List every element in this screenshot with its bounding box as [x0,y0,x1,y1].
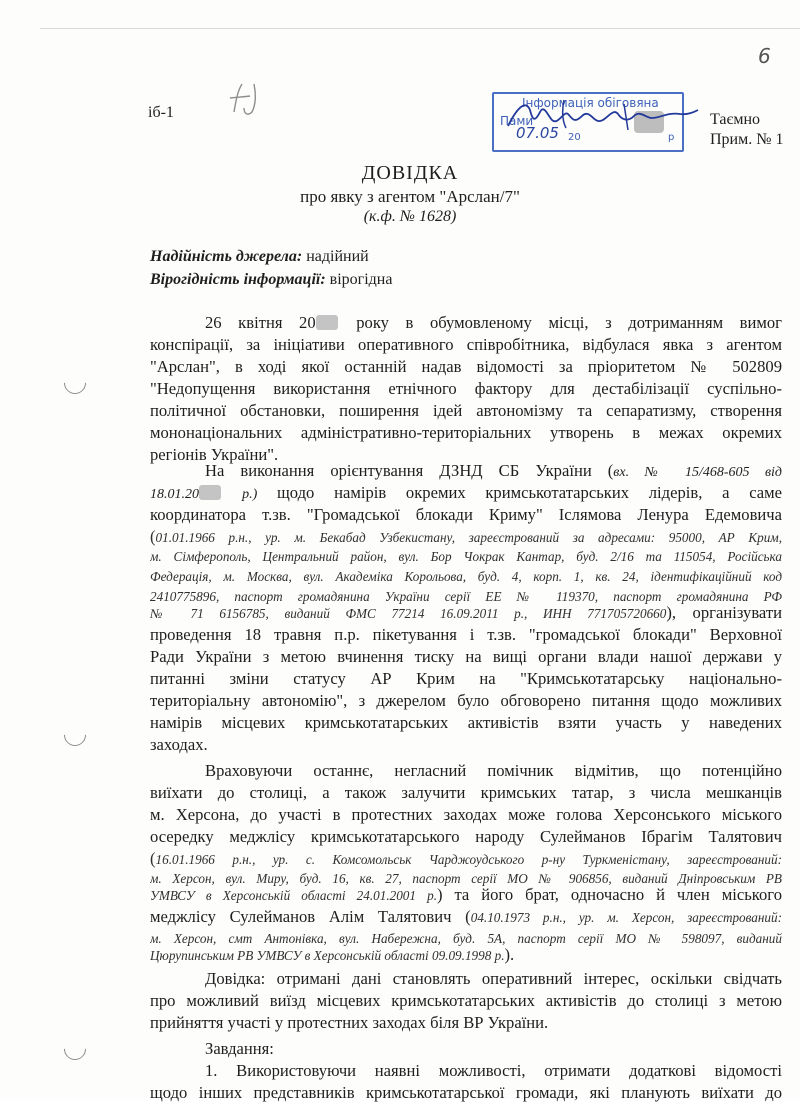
para3-line: УМВСУ в Херсонській області 24.01.2001 р.) та його брат, одночасно й член міського [150,885,782,904]
credibility-value: вірогідна [325,271,393,288]
redaction-mark [199,485,221,500]
para2-line: 18.01.20 р.) щодо намірів окремих кримськотатарських лідерів, а саме [150,483,782,502]
para4-line: про можливий виїзд місцевих кримськотатарських активістів до столиці з метою [150,991,782,1010]
para2-line: Федерація, м. Москва, вул. Академіка Корольова, буд. 4, корп. 1, кв. 24, ідентифікаційний код [150,569,782,584]
para3-line: осередку меджлісу кримськотатарського народу Сулейманов Ібрагім Талятович [150,827,782,846]
document-subtitle: про явку з агентом "Арслан/7" [300,187,520,206]
para3-line: (16.01.1966 р.н., ур. с. Комсомольськ Чарджоудського р-ну Туркменістану, зареєстрований: [150,849,782,868]
page-number-handwritten: 6 [758,44,771,68]
para4-line: Довідка: отримані дані становлять оперативний інтерес, оскільки свідчать [205,969,782,988]
tasks-heading: Завдання: [205,1039,274,1058]
page-top-edge [40,28,800,29]
stamp-line-1: Інформація обіговяна [522,96,659,110]
information-credibility [150,271,392,289]
para1-line: "Арслан", в ході якої останній надав відомості за пріоритетом № 502809 [150,357,782,376]
handwritten-mark-icon [226,78,270,118]
para2-line: На виконання орієнтування ДЗНД СБ України (вх. № 15/468-605 від [205,461,782,480]
document-title: ДОВІДКА [361,162,459,184]
para2-line: координатора т.зв. "Громадської блокади Криму" Іслямова Ленура Едемовича [150,505,782,524]
task1-line: щодо інших представників кримськотатарської громади, які планують виїхати до [150,1083,782,1102]
para2-line: Ради України з метою вчинення тиску на вищі органи влади нашої держави у [150,647,782,666]
stamp-line-3: 20 [568,132,581,143]
para2-line: заходах. [150,735,208,754]
para3-line: Цюрупинським РВ УМВСУ в Херсонській області 09.09.1998 р.). [150,945,515,964]
para1-line: конспірації, за ініціативи оперативного співробітника, відбулася явка з агентом [150,335,782,354]
para1-line: мононаціональних адміністративно-територіальних утворень в межах окремих [150,423,782,442]
task1-line: 1. Використовуючи наявні можливості, отримати додаткові відомості [205,1061,782,1080]
para1-line: 26 квітня 20 року в обумовленому місці, з дотриманням вимог [205,313,782,332]
reliability-value: надійний [302,248,369,265]
para2-line: (01.01.1966 р.н., ур. м. Бекабад Узбекистану, зареєстрований за адресами: 95000, АР Крим, [150,527,782,546]
punch-hole-mark [59,1033,90,1064]
reliability-label: Надійність джерела: [150,248,303,265]
para3-line: меджлісу Сулейманов Алім Талятович (04.10.1973 р.н., ур. м. Херсон, зареєстрований: [150,907,782,926]
para2-line: м. Сімферополь, Центральний район, вул. Бор Чокрак Кантар, буд. 2/16 та 115054, Російська [150,549,782,564]
para2-line: проведення 18 травня п.р. пікетування і т.зв. "громадської блокади" Верховної [150,625,782,644]
source-reliability [150,248,369,266]
para3-line: виїхати до столиці, а також залучити кримських татар, з числа мешканців [150,783,782,802]
para1-line: регіонів України". [150,445,279,464]
stamp-line-2: Пами [500,114,534,128]
classification-level: Таємно [710,111,761,128]
stamp-line-4: р [668,132,675,143]
para2-line: питанні зміни статусу АР Крим на "Кримськотатарську національно- [150,669,782,688]
punch-hole-mark [59,719,90,750]
para1-line: "Недопущення використання етнічного фактору для дестабілізації суспільно- [150,379,782,398]
stamp-date: 07.05 [516,124,559,142]
para3-line: м. Херсон, смт Антонівка, вул. Набережна, буд. 5А, паспорт серії МО № 598097, виданий [150,931,782,946]
para3-line: м. Херсон, вул. Миру, буд. 16, кв. 27, паспорт серії МО № 906856, виданий Дніпровським РВ [150,871,782,886]
para3-line: Враховуючи останнє, негласний помічник відмітив, що потенційно [205,761,782,780]
para2-line: № 71 6156785, виданий ФМС 77214 16.09.2011 р., ИНН 771705720660), організувати [150,603,782,622]
copy-number: Прим. № 1 [710,131,784,148]
classification-block [710,110,784,150]
para2-line: територіальну автономію", з джерелом було обговорено питання щодо можливих [150,691,782,710]
punch-hole-mark [59,367,90,398]
para2-line: намірів місцевих кримськотатарських активістів взяти участь у наведених [150,713,782,732]
credibility-label: Вірогідність інформації: [150,271,326,288]
signature-icon [504,96,700,136]
redaction-mark [316,315,338,330]
para4-line: прийняття участі у протестних заходах біля ВР України. [150,1013,549,1032]
index-mark: іб-1 [148,104,174,121]
case-number: (к.ф. № 1628) [363,208,457,225]
para2-line: 2410775896, паспорт громадянина України серії ЕЕ № 119370, паспорт громадянина РФ [150,589,782,604]
para1-line: політичної обстановки, поширення ідей автономізму та сепаратизму, створення [150,401,782,420]
para3-line: м. Херсона, до участі в протестних заходах може голова Херсонського міського [150,805,782,824]
